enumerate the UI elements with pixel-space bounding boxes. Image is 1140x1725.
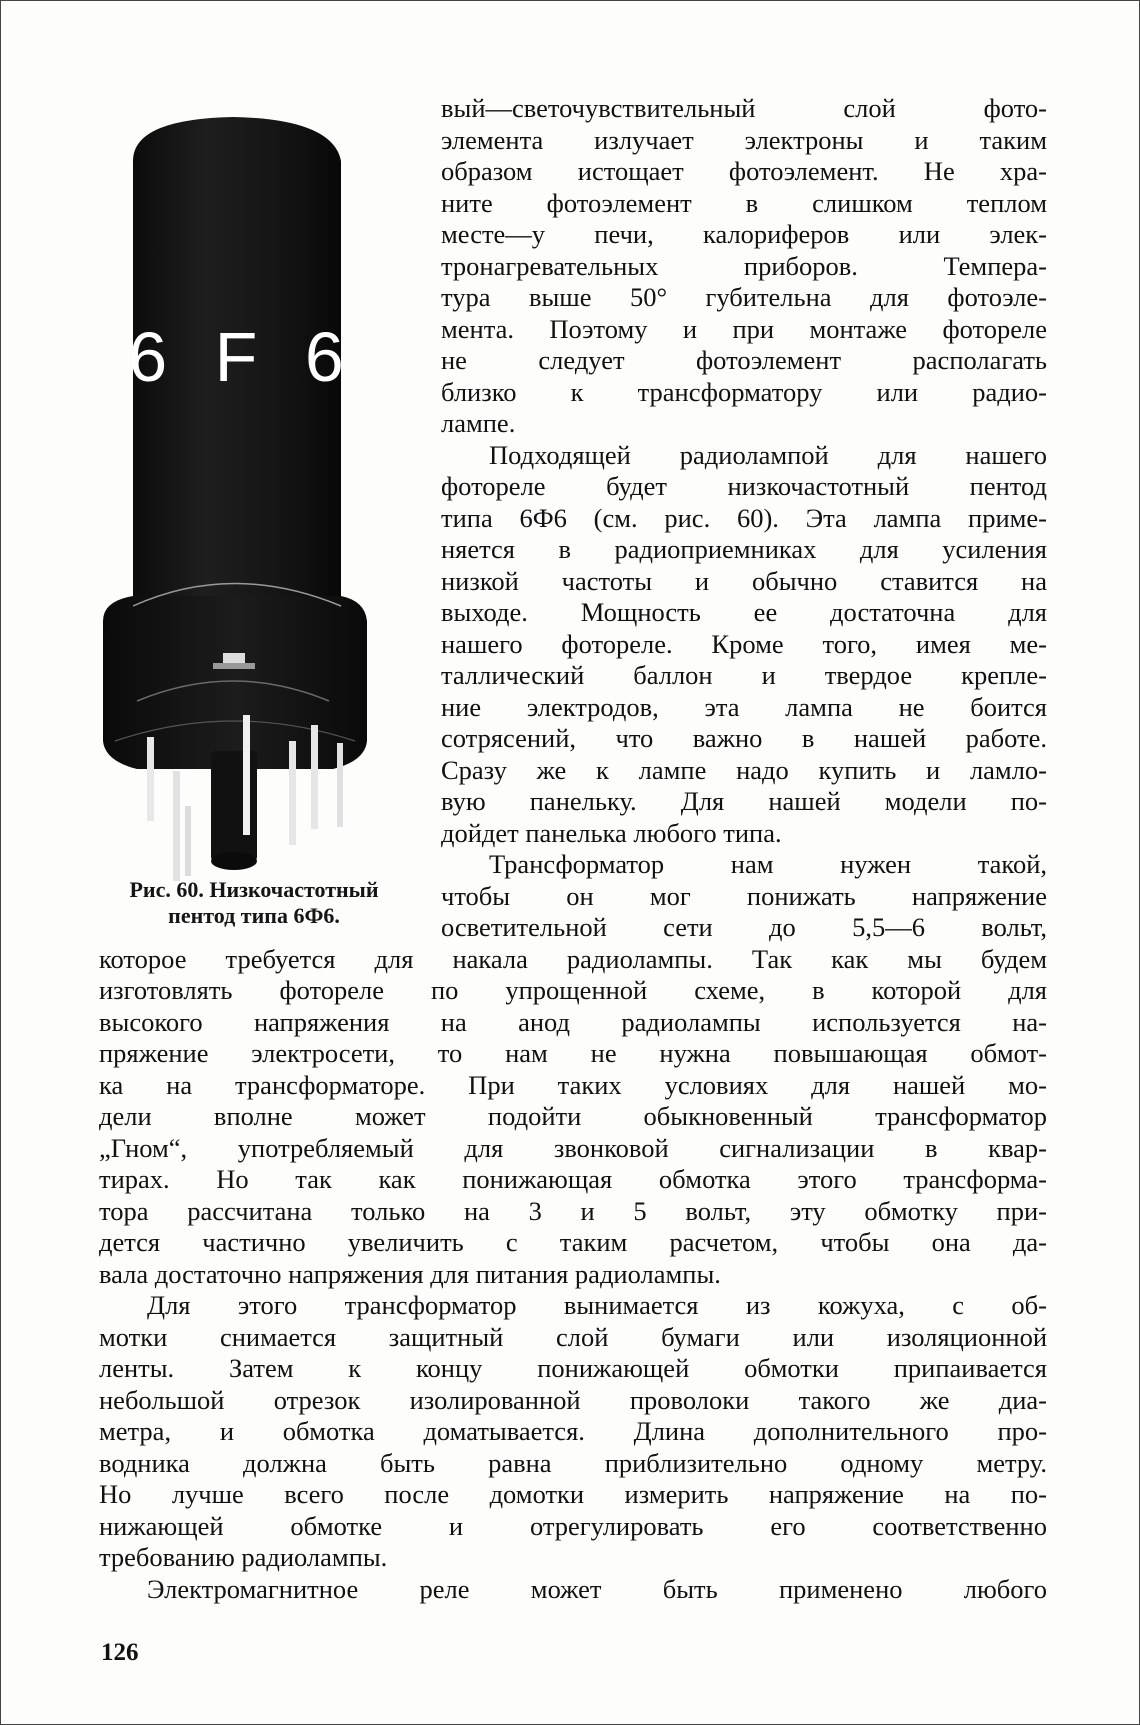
text-line: осветительной сети до 5,5—6 вольт, xyxy=(441,912,1047,942)
text-line: Для этого трансформатор вынимается из кожуха, с об- xyxy=(147,1290,1047,1320)
text-line: низкой частоты и обычно ставится на xyxy=(441,565,1047,596)
text-line: дели вполне может подойти обыкновенный трансформатор xyxy=(99,1101,1047,1131)
text-line: изготовлять фотореле по упрощенной схеме, в которой для xyxy=(99,975,1047,1005)
text-line: таллический баллон и твердое крепле- xyxy=(441,660,1047,690)
text-line: ните фотоэлемент в слишком теплом xyxy=(441,187,1047,218)
text-line: Но лучше всего после домотки измерить напряжение на по- xyxy=(99,1479,1047,1509)
text-line: Сразу же к лампе надо купить и ламло- xyxy=(441,754,1047,785)
text-line: типа 6Ф6 (см. рис. 60). Эта лампа приме- xyxy=(441,502,1047,533)
text-line: дойдет панелька любого типа. xyxy=(441,817,782,848)
text-line: дется частично увеличить с таким расчетом, чтобы она да- xyxy=(99,1227,1047,1257)
text-line: водника должна быть равна приблизительно одному метру. xyxy=(99,1447,1047,1478)
caption-line: Рис. 60. Низкочастотный xyxy=(129,877,379,902)
text-line: тронагревательных приборов. Темпера- xyxy=(441,250,1047,281)
pentode-tube-illustration xyxy=(93,101,413,881)
text-line: мотки снимается защитный слой бумаги или изоляционной xyxy=(99,1321,1047,1352)
text-line: фотореле будет низкочастотный пентод xyxy=(441,471,1047,501)
text-line: нижающей обмотке и отрегулировать его соответственно xyxy=(99,1510,1047,1541)
text-line: не следует фотоэлемент располагать xyxy=(441,345,1047,375)
figure-caption xyxy=(93,877,415,929)
text-line: образом истощает фотоэлемент. Не хра- xyxy=(441,156,1047,186)
text-line: тура выше 50° губительна для фотоэле- xyxy=(441,282,1047,312)
text-line: близко к трансформатору или радио- xyxy=(441,376,1047,407)
text-line: метра, и обмотка доматывается. Длина дополнительного про- xyxy=(99,1416,1047,1446)
text-line: мента. Поэтому и при монтаже фотореле xyxy=(441,313,1047,344)
text-line: нашего фотореле. Кроме того, имея ме- xyxy=(441,628,1047,659)
text-line: вый—светочувствительный слой фото- xyxy=(441,93,1047,123)
text-line: чтобы он мог понижать напряжение xyxy=(441,880,1047,911)
text-line: няется в радиоприемниках для усиления xyxy=(441,534,1047,564)
text-line: вую панельку. Для нашей модели по- xyxy=(441,786,1047,816)
text-line: небольшой отрезок изолированной проволоки такого же диа- xyxy=(99,1384,1047,1415)
text-line: лампе. xyxy=(441,408,516,438)
text-line: ленты. Затем к концу понижающей обмотки припаивается xyxy=(99,1353,1047,1383)
text-line: сотрясений, что важно в нашей работе. xyxy=(441,723,1047,753)
page-number: 126 xyxy=(101,1639,139,1666)
text-line: ка на трансформаторе. При таких условиях для нашей мо- xyxy=(99,1069,1047,1100)
text-line: вала достаточно напряжения для питания радиолампы. xyxy=(99,1258,721,1289)
pentode-tube-figure xyxy=(93,101,413,881)
text-line: которое требуется для накала радиолампы. Так как мы будем xyxy=(99,943,1047,974)
text-line: требованию радиолампы. xyxy=(99,1542,388,1572)
text-line: высокого напряжения на анод радиолампы используется на- xyxy=(99,1006,1047,1037)
caption-line: пентод типа 6Ф6. xyxy=(168,903,340,928)
text-line: Трансформатор нам нужен такой, xyxy=(489,849,1047,879)
text-line: элемента излучает электроны и таким xyxy=(441,124,1047,155)
text-line: месте—у печи, калориферов или элек- xyxy=(441,219,1047,249)
text-line: тирах. Но так как понижающая обмотка этого трансформа- xyxy=(99,1164,1047,1194)
text-line: пряжение электросети, то нам не нужна повышающая обмот- xyxy=(99,1038,1047,1068)
text-line: „Гном“, употребляемый для звонковой сигнализации в квар- xyxy=(99,1132,1047,1163)
text-line: Подходящей радиолампой для нашего xyxy=(489,439,1047,470)
text-line: Электромагнитное реле может быть применено любого xyxy=(147,1573,1047,1604)
text-line: тора рассчитана только на 3 и 5 вольт, эту обмотку при- xyxy=(99,1195,1047,1226)
text-line: ние электродов, эта лампа не боится xyxy=(441,691,1047,722)
tube-marking-label: 6 F 6 xyxy=(128,318,358,396)
text-line: выходе. Мощность ее достаточна для xyxy=(441,597,1047,627)
